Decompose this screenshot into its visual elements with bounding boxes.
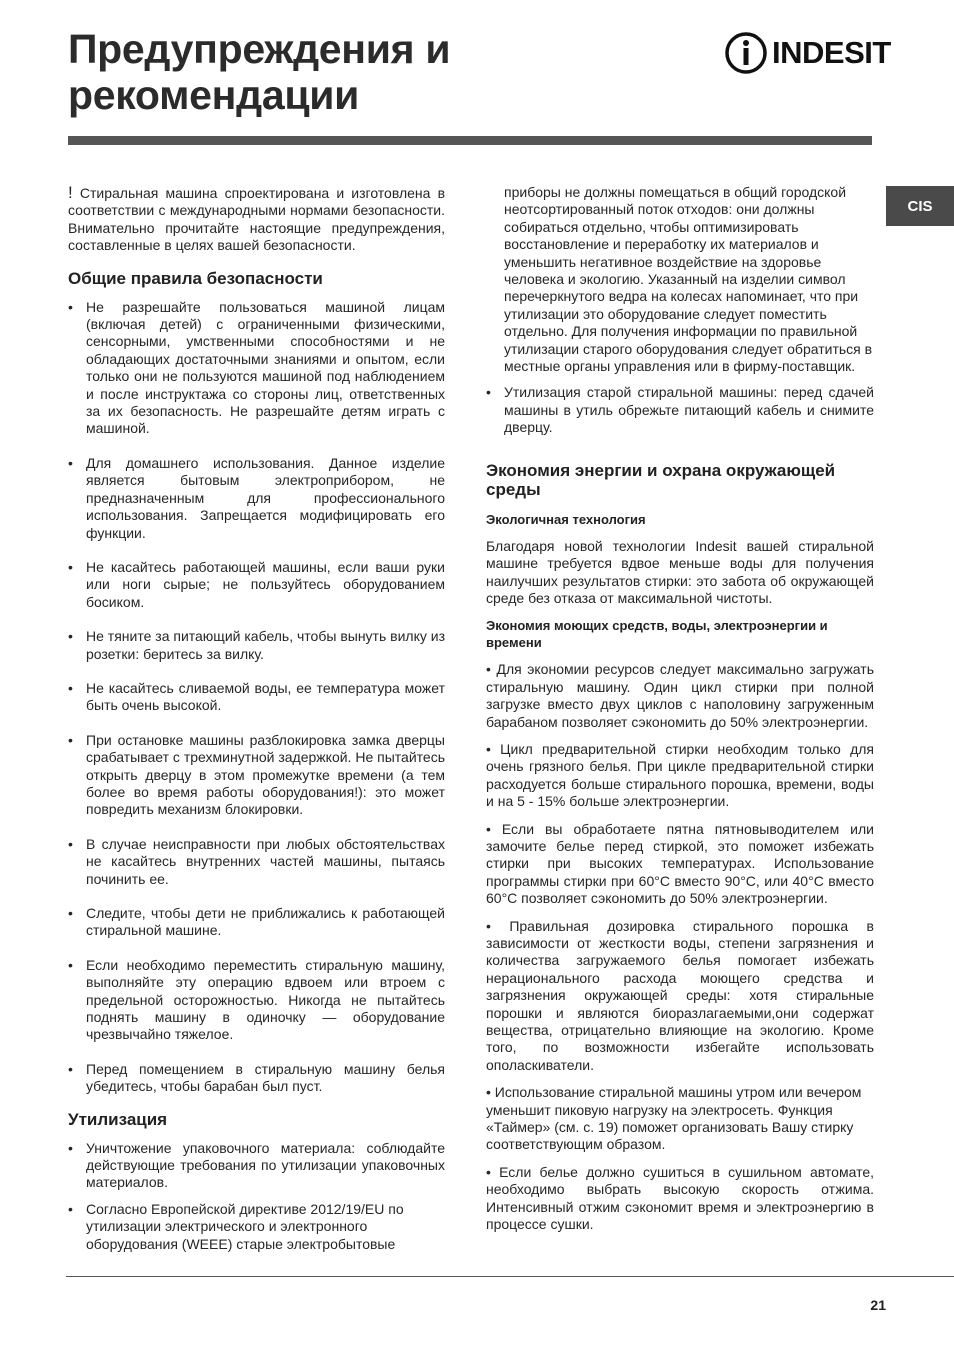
disposal-list-continued — [486, 384, 874, 436]
list-item: • Не касайтесь работающей машины, если ваши руки или ноги сырые; не пользуйтесь оборудованием босиком. — [68, 559, 445, 611]
disposal-continuation: приборы не должны помещаться в общий городской неотсортированный поток отходов: они должны собираться отдельно, чтобы оптимизировать восстановление и переработку их материалов и уменьшить негативное воздействие на здоровье человека и экологию. Указанный на изделии символ перечеркнутого ведра на колесах напоминает, что при утилизации это оборудование следует поместить отдельно. Для получения информации по правильной утилизации старого оборудования следует обратиться в местные органы управления или в фирму-поставщик. — [504, 184, 873, 375]
warning-mark: ! — [68, 183, 73, 202]
saving-subheading: Экономия моющих средств, воды, электроэнергии и времени — [486, 618, 828, 651]
disposal-list — [68, 1140, 445, 1253]
language-tab: CIS — [886, 186, 954, 226]
list-item: • Не разрешайте пользоваться машиной лицам (включая детей) с ограниченными физическими, сенсорными, умственными способностями и не обладающих достаточными знаниями и опытом, если только они не пользуются машиной под наблюдением и после инструктажа со стороны лиц, ответственных за их безопасность. Не разрешайте детям играть с машиной. — [68, 299, 445, 438]
list-item: • Не тяните за питающий кабель, чтобы вынуть вилку из розетки: беритесь за вилку. — [68, 628, 445, 663]
saving-paragraph: • Цикл предварительной стирки необходим только для очень грязного белья. При цикле предварительной стирки расходуется больше стирального порошка, времени, воды и на 5 - 15% больше электроэнергии. — [486, 740, 874, 810]
list-item: • Если необходимо переместить стиральную машину, выполняйте эту операцию вдвоем или втроем с предельной осторожностью. Никогда не пытайтесь поднять машину в одиночку — оборудование чрезвычайно тяжелое. — [68, 957, 445, 1044]
footer-divider — [66, 1276, 954, 1277]
saving-paragraph: • Если вы обработаете пятна пятновыводителем или замочите белье перед стиркой, это поможет избежать стирки при высоких температурах. Использование программы стирки при 60°C вместо 90°C, или 40°C вместо 60°C позволяет сэкономить до 50% электроэнергии. — [486, 820, 874, 907]
list-item: • Согласно Европейской директиве 2012/19/EU по утилизации электрического и электронного оборудования (WEEE) старые электробытовые — [68, 1201, 445, 1253]
indesit-i-icon — [724, 30, 768, 76]
indesit-logo — [724, 30, 889, 76]
title-divider — [68, 136, 872, 145]
list-item: • При остановке машины разблокировка замка дверцы срабатывает с трехминутной задержкой. Не пытайтесь открыть дверцу в этом промежутке времени (а тем более во время работы оборудования!): это может повредить механизм блокировки. — [68, 732, 445, 819]
intro-text: Стиральная машина спроектирована и изготовлена в соответствии с международными нормами безопасности. Внимательно прочитайте настоящие предупреждения, составленные в целях вашей безопасности. — [68, 185, 446, 254]
title-line-2: рекомендации — [68, 72, 360, 118]
safety-heading: Общие правила безопасности — [68, 268, 323, 288]
eco-subheading: Экологичная технология — [486, 511, 646, 527]
list-item: • Следите, чтобы дети не приближались к работающей стиральной машине. — [68, 905, 445, 940]
energy-heading: Экономия энергии и охрана окружающей среды — [486, 460, 836, 499]
saving-paragraph: • Если белье должно сушиться в сушильном автомате, необходимо выбрать высокую скорость отжима. Интенсивный отжим сэкономит время и электроэнергию в процессе сушки. — [486, 1163, 874, 1233]
list-item: • В случае неисправности при любых обстоятельствах не касайтесь внутренних частей машины, пытаясь починить ее. — [68, 836, 445, 888]
eco-paragraph: Благодаря новой технологии Indesit вашей стиральной машине требуется вдвое меньше воды для получения наилучших результатов стирки: это забота об окружающей среде без отказа от максимальной чистоты. — [486, 537, 874, 606]
title-line-1: Предупреждения и — [68, 26, 451, 72]
list-item: • Уничтожение упаковочного материала: соблюдайте действующие требования по утилизации упаковочных материалов. — [68, 1140, 445, 1192]
page-title — [68, 26, 450, 118]
intro-paragraph — [68, 184, 445, 255]
list-item: • Не касайтесь сливаемой воды, ее температура может быть очень высокой. — [68, 680, 445, 715]
brand-name: INDESIT — [772, 35, 891, 70]
saving-paragraph: • Использование стиральной машины утром или вечером уменьшит пиковую нагрузку на электросеть. Функция «Таймер» (см. с. 19) поможет организовать Вашу стирку соответствующим образом. — [486, 1084, 862, 1153]
saving-paragraph: • Правильная дозировка стирального порошка в зависимости от жесткости воды, степени загрязнения и количества загружаемого белья помогает избежать нерационального расхода моющего средства и загрязнения окружающей среды: хотя стиральные порошки и являются биоразлагаемыми,они содержат вещества, отрицательно влияющие на экологию. Кроме того, по возможности избегайте использовать ополаскиватели. — [486, 917, 874, 1073]
disposal-heading: Утилизация — [68, 1109, 168, 1129]
safety-list — [68, 299, 445, 1096]
right-column — [486, 184, 874, 1234]
list-item: • Перед помещением в стиральную машину белья убедитесь, чтобы барабан был пуст. — [68, 1061, 445, 1096]
list-item: • Утилизация старой стиральной машины: перед сдачей машины в утиль обрежьте питающий кабель и снимите дверцу. — [486, 384, 874, 436]
list-item: • Для домашнего использования. Данное изделие является бытовым электроприбором, не предназначенным для профессионального использования. Запрещается модифицировать его функции. — [68, 455, 445, 542]
saving-paragraph: • Для экономии ресурсов следует максимально загружать стиральную машину. Один цикл стирки при полной загрузке вместо двух циклов с наполовину загруженным барабаном позволяет сэкономить до 50% электроэнергии. — [486, 661, 874, 730]
page-number: 21 — [870, 1297, 886, 1313]
left-column — [68, 184, 445, 1253]
